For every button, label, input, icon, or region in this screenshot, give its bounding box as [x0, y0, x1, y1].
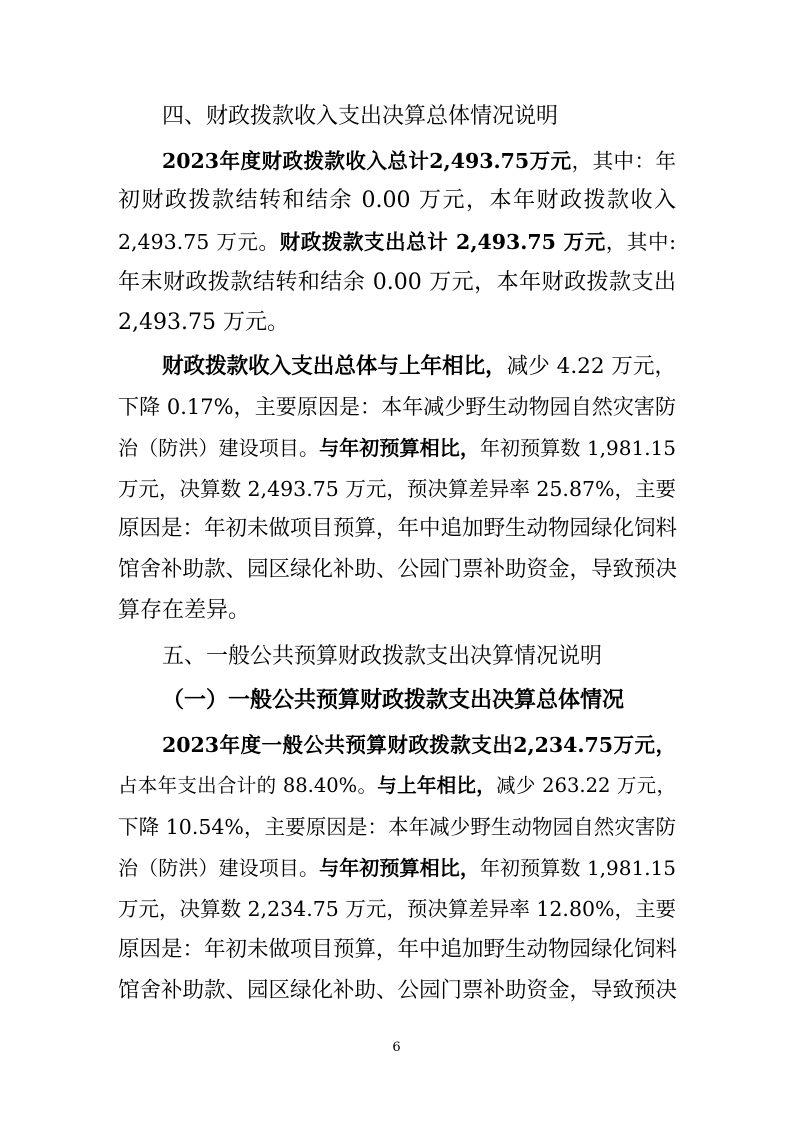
text: 治（防洪）建设项目。 [118, 856, 320, 880]
subsection-heading: （一）一般公共预算财政拨款支出决算总体情况 [162, 688, 625, 713]
paragraph-line: 万元，决算数 2,234.75 万元，预决算差异率 12.80%，主要 [118, 897, 677, 921]
paragraph-line [162, 730, 676, 760]
text: 减少 263.22 万元， [496, 774, 676, 797]
paragraph-line [118, 227, 676, 257]
paragraph-line: 下降 0.17%，主要原因是：本年减少野生动物园自然灾害防 [118, 395, 676, 419]
paragraph-line: 2,493.75 万元。 [118, 310, 289, 335]
bold-text: 财政拨款收入支出总体与上年相比， [162, 354, 507, 379]
section-heading-5: 五、一般公共预算财政拨款支出决算情况说明 [162, 644, 603, 669]
paragraph-line: 初财政拨款结转和结余 0.00 万元，本年财政拨款收入 [118, 188, 676, 213]
bold-text: 2023年度财政拨款收入总计2,493.75万元 [162, 149, 572, 173]
bold-text: 与上年相比， [377, 774, 497, 797]
paragraph-line [118, 853, 676, 883]
paragraph-line [118, 771, 676, 801]
paragraph-line [162, 146, 676, 176]
page-number: 6 [392, 1040, 401, 1055]
paragraph-line: 年末财政拨款结转和结余 0.00 万元，本年财政拨款支出 [118, 270, 676, 295]
paragraph-line: 馆舍补助款、园区绿化补助、公园门票补助资金，导致预决 [118, 557, 678, 582]
paragraph-line: 算存在差异。 [118, 598, 251, 623]
bold-text: 与年初预算相比， [319, 856, 480, 880]
text: 减少 4.22 万元， [506, 354, 676, 379]
text: 治（防洪）建设项目。 [118, 436, 320, 460]
paragraph-line [118, 433, 676, 463]
paragraph-line: 馆舍补助款、园区绿化补助、公园门票补助资金，导致预决 [118, 978, 678, 1003]
paragraph-line: 原因是：年初未做项目预算，年中追加野生动物园绿化饲料 [118, 516, 678, 541]
bold-text: 2023年度一般公共预算财政拨款支出2,234.75万元， [162, 733, 676, 757]
text: ，其中：年 [571, 149, 676, 173]
paragraph-line: 原因是：年初未做项目预算，年中追加野生动物园绿化饲料 [118, 937, 678, 962]
bold-text: 与年初预算相比， [319, 436, 480, 460]
text: 年初预算数 1,981.15 [479, 856, 677, 880]
text: 占本年支出合计的 88.40%。 [118, 774, 378, 797]
text: 年初预算数 1,981.15 [479, 436, 677, 460]
section-heading-4: 四、财政拨款收入支出决算总体情况说明 [162, 104, 559, 129]
text: ，其中: [605, 230, 676, 254]
bold-text: 财政拨款支出总计 2,493.75 万元 [279, 230, 606, 254]
paragraph-line: 万元，决算数 2,493.75 万元，预决算差异率 25.87%，主要 [118, 477, 677, 501]
text: 2,493.75 万元。 [118, 230, 280, 254]
paragraph-line: 下降 10.54%，主要原因是：本年减少野生动物园自然灾害防 [118, 815, 676, 839]
paragraph-line [162, 352, 676, 382]
